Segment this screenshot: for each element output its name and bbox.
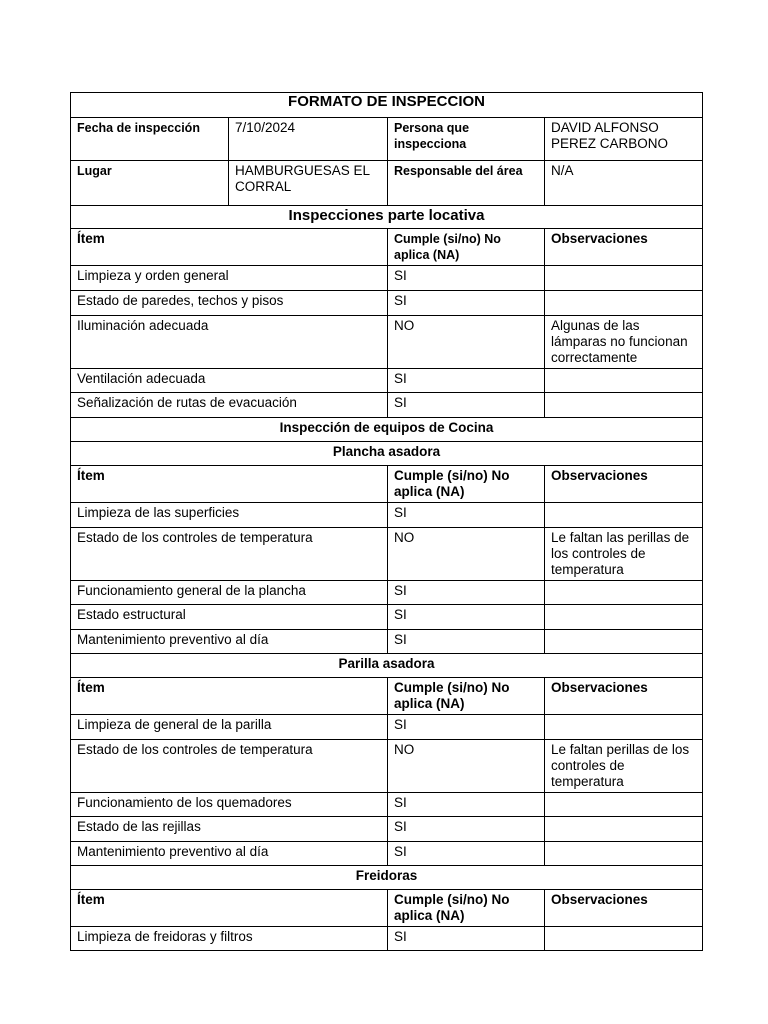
fecha-label: Fecha de inspección [71,118,229,161]
column-header-observaciones: Observaciones [545,466,703,503]
table-row [71,316,703,369]
table-row [71,927,703,951]
cumple-cell: SI [388,503,545,528]
cumple-cell: SI [388,817,545,842]
table-row [71,503,703,528]
lugar-label: Lugar [71,161,229,206]
column-header-row [71,466,703,503]
cumple-cell: SI [388,630,545,654]
observaciones-cell [545,503,703,528]
lugar-value: HAMBURGUESAS EL CORRAL [229,161,388,206]
item-cell: Estado de paredes, techos y pisos [71,291,388,316]
item-cell: Limpieza de las superficies [71,503,388,528]
item-cell: Funcionamiento general de la plancha [71,581,388,605]
table-row [71,369,703,393]
item-cell: Estado de las rejillas [71,817,388,842]
plancha-section-title: Plancha asadora [71,442,703,466]
equipos-section-title: Inspección de equipos de Cocina [71,418,703,442]
cumple-cell: SI [388,266,545,291]
table-row [71,528,703,581]
fecha-value: 7/10/2024 [229,118,388,161]
observaciones-cell [545,817,703,842]
observaciones-cell [545,715,703,740]
table-row [71,630,703,654]
column-header-cumple: Cumple (si/no) No aplica (NA) [388,229,545,266]
item-cell: Estado estructural [71,605,388,630]
observaciones-cell [545,291,703,316]
freidoras-section-title: Freidoras [71,866,703,890]
cumple-cell: NO [388,528,545,581]
column-header-item: Ítem [71,229,388,266]
table-row [71,605,703,630]
item-cell: Funcionamiento de los quemadores [71,793,388,817]
item-cell: Limpieza y orden general [71,266,388,291]
persona-label: Persona que inspecciona [388,118,545,161]
responsable-label: Responsable del área [388,161,545,206]
item-cell: Limpieza de general de la parilla [71,715,388,740]
cumple-cell: SI [388,605,545,630]
cumple-cell: SI [388,369,545,393]
cumple-cell: SI [388,927,545,951]
table-row [71,393,703,418]
column-header-cumple: Cumple (si/no) No aplica (NA) [388,466,545,503]
cumple-cell: SI [388,793,545,817]
item-cell: Estado de los controles de temperatura [71,528,388,581]
observaciones-cell: Le faltan las perillas de los controles de temperatura [545,528,703,581]
column-header-item: Ítem [71,678,388,715]
table-row [71,817,703,842]
table-row [71,715,703,740]
cumple-cell: SI [388,291,545,316]
item-cell: Limpieza de freidoras y filtros [71,927,388,951]
observaciones-cell: Algunas de las lámparas no funcionan correctamente [545,316,703,369]
column-header-row [71,678,703,715]
column-header-item: Ítem [71,466,388,503]
parilla-section-title: Parilla asadora [71,654,703,678]
observaciones-cell [545,605,703,630]
cumple-cell: NO [388,316,545,369]
column-header-observaciones: Observaciones [545,678,703,715]
column-header-observaciones: Observaciones [545,229,703,266]
responsable-value: N/A [545,161,703,206]
locativa-section-title: Inspecciones parte locativa [71,206,703,229]
inspection-form [70,92,703,951]
form-title: FORMATO DE INSPECCION [71,93,703,118]
item-cell: Mantenimiento preventivo al día [71,630,388,654]
column-header-row [71,229,703,266]
cumple-cell: NO [388,740,545,793]
cumple-cell: SI [388,581,545,605]
observaciones-cell: Le faltan perillas de los controles de temperatura [545,740,703,793]
table-row [71,581,703,605]
column-header-item: Ítem [71,890,388,927]
column-header-cumple: Cumple (si/no) No aplica (NA) [388,678,545,715]
persona-value: DAVID ALFONSO PEREZ CARBONO [545,118,703,161]
item-cell: Iluminación adecuada [71,316,388,369]
item-cell: Mantenimiento preventivo al día [71,842,388,866]
table-row [71,291,703,316]
column-header-row [71,890,703,927]
observaciones-cell [545,266,703,291]
item-cell: Señalización de rutas de evacuación [71,393,388,418]
observaciones-cell [545,369,703,393]
table-row [71,842,703,866]
observaciones-cell [545,393,703,418]
observaciones-cell [545,842,703,866]
observaciones-cell [545,581,703,605]
column-header-cumple: Cumple (si/no) No aplica (NA) [388,890,545,927]
cumple-cell: SI [388,393,545,418]
table-row [71,740,703,793]
observaciones-cell [545,630,703,654]
item-cell: Estado de los controles de temperatura [71,740,388,793]
item-cell: Ventilación adecuada [71,369,388,393]
table-row [71,793,703,817]
cumple-cell: SI [388,842,545,866]
column-header-observaciones: Observaciones [545,890,703,927]
table-row [71,266,703,291]
observaciones-cell [545,793,703,817]
cumple-cell: SI [388,715,545,740]
observaciones-cell [545,927,703,951]
